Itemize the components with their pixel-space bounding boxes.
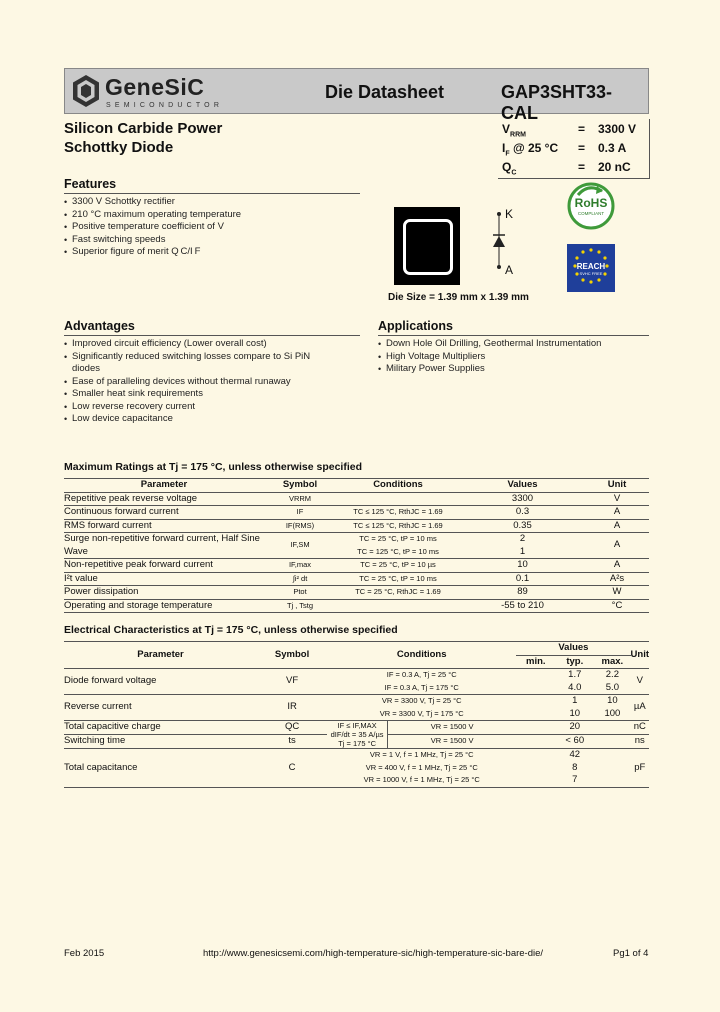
- rohs-subtext: COMPLIANT: [577, 211, 605, 216]
- list-item: • High Voltage Multipliers: [378, 351, 650, 364]
- table-row: VR = 400 V, f = 1 MHz, Tj = 25 °C 8: [365, 761, 578, 773]
- features-list: [64, 196, 364, 259]
- table-row: Operating and storage temperature Tj , Tstg -55 to 210 °C: [64, 599, 649, 613]
- footer-page: Pg1 of 4: [613, 948, 649, 959]
- key-specs: $V_{RRM}$ = 3300 V $I_F$ @ 25 °C = 0.3 A $Q_C$ = 20 nC: [498, 119, 650, 179]
- table-header-row: Parameter Symbol Conditions Values Unit: [64, 642, 649, 656]
- die-size-caption: Die Size = 1.39 mm x 1.39 mm: [388, 292, 529, 303]
- list-item: • Improved circuit efficiency (Lower overall cost): [64, 338, 329, 351]
- list-item: • Low reverse recovery current: [64, 401, 329, 414]
- features-title: Features: [64, 177, 117, 191]
- table-row: I²t value ∫i² dt TC = 25 °C, tP = 10 ms 0.1 A²s: [64, 572, 649, 586]
- part-number: GAP3SHT33-CAL: [501, 82, 613, 123]
- document-type: Die Datasheet: [325, 82, 445, 102]
- logo-subtext: SEMICONDUCTOR: [106, 102, 224, 109]
- list-item: • Down Hole Oil Drilling, Geothermal Instrumentation: [378, 338, 650, 351]
- table-row: Total capacitance C VR = 1 V, f = 1 MHz, Tj = 25 °C 42 pF: [64, 749, 649, 762]
- list-item: • Smaller heat sink requirements: [64, 388, 329, 401]
- advantages-title: Advantages: [64, 319, 135, 333]
- product-title-line1: Silicon Carbide Power: [64, 120, 223, 137]
- table-row: Non-repetitive peak forward current IF,max TC = 25 °C, tP = 10 µs 10 A: [64, 559, 649, 573]
- product-title: [64, 119, 222, 157]
- advantages-rule: [64, 335, 360, 336]
- list-item: • Superior figure of merit Q C/I F: [64, 246, 364, 259]
- advantages-list: [64, 338, 329, 426]
- list-item: • Significantly reduced switching losses compare to Si PiN diodes: [64, 351, 329, 376]
- applications-rule: [378, 335, 649, 336]
- table-row: VR = 1000 V, f = 1 MHz, Tj = 25 °C 7: [64, 774, 649, 787]
- table-row: Diode forward voltage VF IF = 0.3 A, Tj = 25 °C 1.7 2.2 V: [64, 669, 649, 682]
- footer-date: Feb 2015: [64, 948, 105, 959]
- table-header-row: min. typ. max.: [64, 655, 649, 669]
- list-item: • Fast switching speeds: [64, 234, 364, 247]
- die-pad: [403, 219, 453, 275]
- list-item: • Ease of paralleling devices without thermal runaway: [64, 376, 329, 389]
- list-item: • 3300 V Schottky rectifier: [64, 196, 364, 209]
- max-ratings-table: [64, 478, 649, 613]
- list-item: • Low device capacitance: [64, 413, 329, 426]
- table-row: Repetitive peak reverse voltage VRRM 3300 V: [64, 492, 649, 506]
- applications-title: Applications: [378, 319, 454, 333]
- reach-subtext: SVHC FREE: [579, 271, 603, 276]
- list-item: • Positive temperature coefficient of V: [64, 221, 364, 234]
- table-row: Power dissipation Ptot TC = 25 °C, RthJC = 1.69 89 W: [64, 586, 649, 600]
- table-row: RMS forward current IF(RMS) TC ≤ 125 °C, RthJC = 1.69 0.35 A: [64, 519, 649, 533]
- logo-text: GeneSiC: [105, 74, 205, 100]
- die-image: [394, 207, 460, 285]
- table-row: Total capacitive charge QC IF ≤ IF,MAX dIF/dt = 35 A/µs Tj = 175 °C VR = 1500 V 20 nC: [64, 721, 649, 735]
- features-rule: [64, 193, 360, 194]
- rohs-text: RoHS: [574, 196, 608, 210]
- list-item: • 210 °C maximum operating temperature: [64, 209, 364, 222]
- table-row: Switching time ts VR = 1500 V < 60 ns: [64, 735, 649, 749]
- table-header-row: Parameter Symbol Conditions Values Unit: [64, 479, 649, 493]
- footer-url[interactable]: http://www.genesicsemi.com/high-temperature-sic/high-temperature-sic-bare-die/: [203, 948, 544, 959]
- table-row: Surge non-repetitive forward current, Half Sine Wave IF,SM TC = 25 °C, tP = 10 ms TC = 125 °C, tP = 10 ms 2 1 A: [64, 533, 649, 559]
- reach-badge: [567, 244, 615, 292]
- electrical-table: [64, 641, 649, 788]
- table-row: IF = 0.3 A, Tj = 175 °C 4.0 5.0: [64, 682, 649, 695]
- table-row: VR = 3300 V, Tj = 175 °C 10 100: [64, 708, 649, 721]
- reach-text: REACH: [576, 262, 606, 271]
- applications-list: [378, 338, 650, 376]
- electrical-title: Electrical Characteristics at Tj = 175 °C, unless otherwise specified: [64, 624, 398, 636]
- page-header: [64, 68, 649, 123]
- table-row: Continuous forward current IF TC ≤ 125 °C, RthJC = 1.69 0.3 A: [64, 506, 649, 520]
- table-row: Reverse current IR VR = 3300 V, Tj = 25 °C 1 10 µA: [64, 695, 649, 708]
- max-ratings-title: Maximum Ratings at Tj = 175 °C, unless otherwise specified: [64, 461, 362, 473]
- product-title-line2: Schottky Diode: [64, 139, 174, 156]
- cathode-label: K: [505, 207, 514, 221]
- anode-label: A: [505, 263, 514, 277]
- genesic-logo-icon: [71, 74, 101, 108]
- list-item: • Military Power Supplies: [378, 363, 650, 376]
